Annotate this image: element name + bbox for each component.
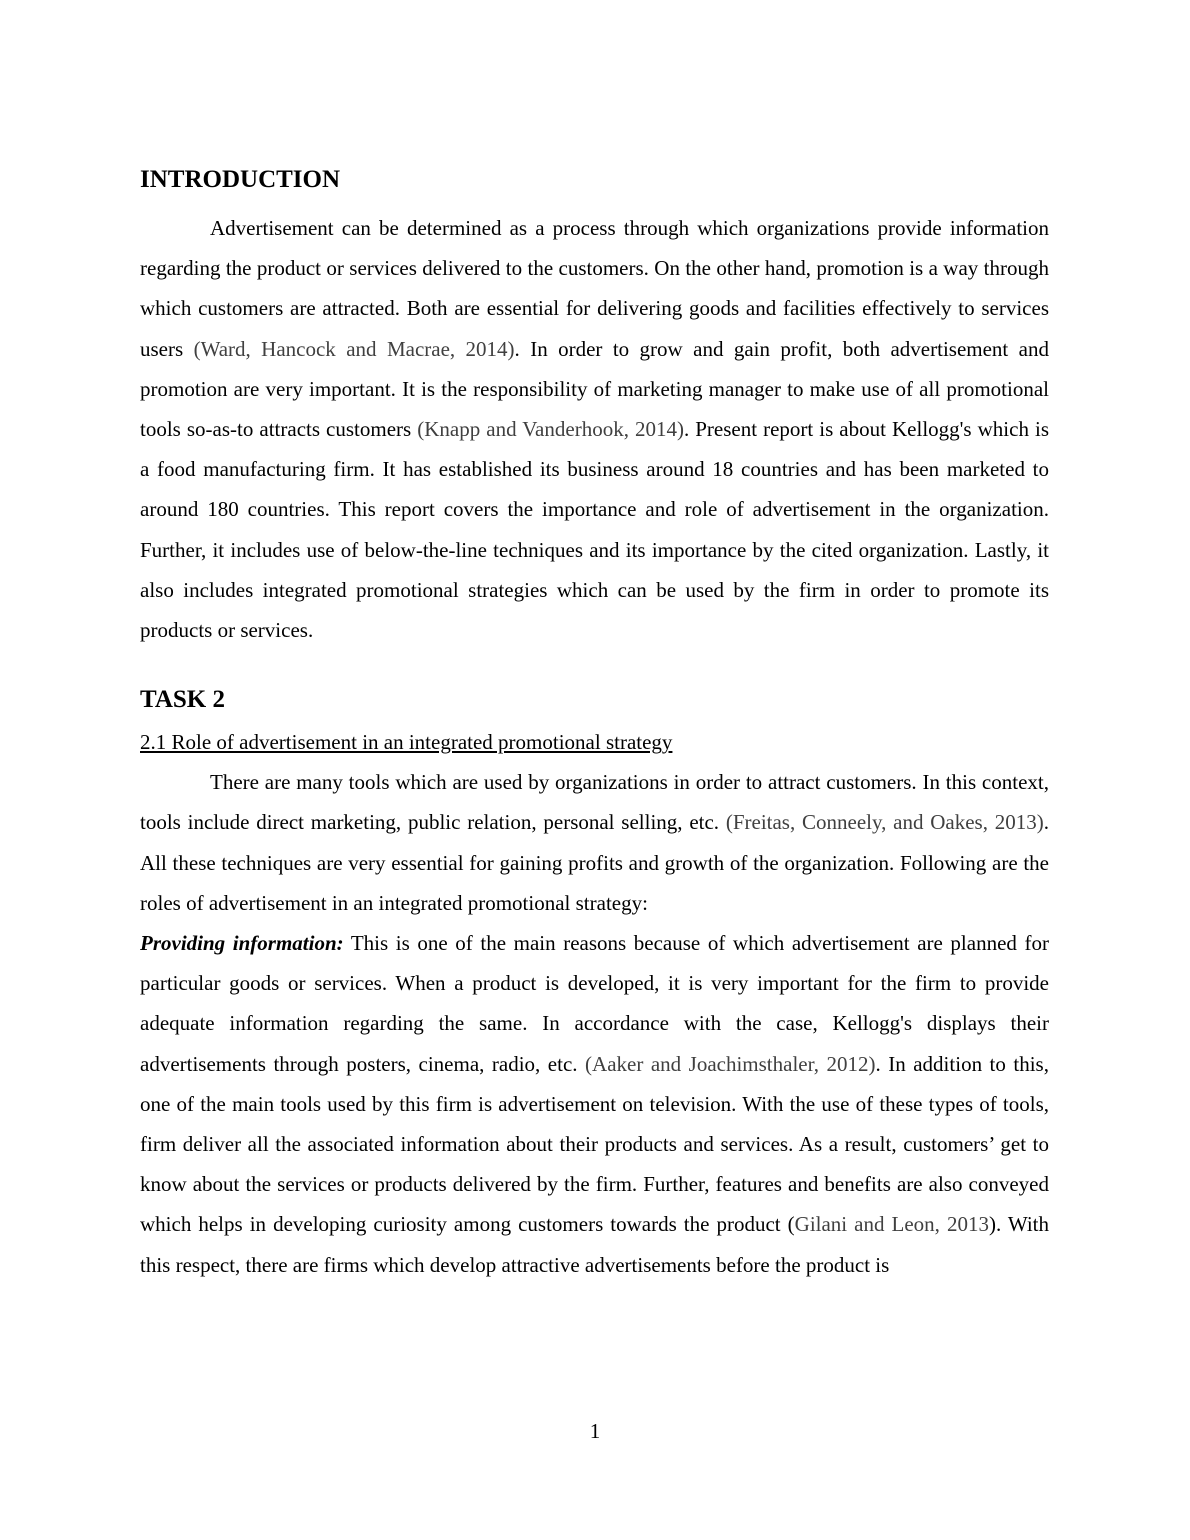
- task2-text-2: . All these techniques are very essential for gaining profits and growth of the organization. Following are the roles of advertisement in an integrated promotional strategy:: [140, 810, 1049, 915]
- task2-paragraph-2: [140, 923, 1049, 1285]
- task2-heading: TASK 2: [140, 686, 225, 714]
- task2-text-1: There are many tools which are used by organizations in order to attract customers. In this context, tools include direct marketing, public relation, personal selling, etc.: [140, 770, 1049, 835]
- task2-p2-text-2: . In addition to this, one of the main tools used by this firm is advertisement on television. With the use of these types of tools, firm deliver all the associated information about their products and services. As a result, customers’ get to know about the services or products delivered by the firm. Further, features and benefits are also conveyed which helps in developing curiosity among customers towards the product (: [140, 1051, 1049, 1237]
- providing-information-lead: Providing information:: [140, 931, 344, 956]
- citation: (Ward, Hancock and Macrae, 2014): [193, 336, 515, 361]
- intro-text-2: . In order to grow and gain profit, both advertisement and promotion are very important. It is the responsibility of marketing manager to make use of all promotional tools so-as-to attracts customers: [140, 336, 1049, 442]
- intro-text-1: Advertisement can be determined as a process through which organizations provide information regarding the product or services delivered to the customers. On the other hand, promotion is a way through which customers are attracted. Both are essential for delivering goods and facilities effectively to services users: [140, 216, 1049, 361]
- page-number: 1: [589, 1419, 601, 1443]
- introduction-paragraph: [140, 208, 1049, 650]
- introduction-heading: INTRODUCTION: [140, 166, 341, 193]
- citation: Gilani and Leon, 2013: [794, 1212, 989, 1237]
- document-page: [140, 158, 1049, 1285]
- citation: (Knapp and Vanderhook, 2014): [417, 417, 684, 442]
- task2-paragraph-1: [140, 762, 1049, 923]
- citation: (Aaker and Joachimsthaler, 2012): [585, 1051, 876, 1076]
- task2-p2-text-3: ). With this respect, there are firms which develop attractive advertisements before the product is: [140, 1212, 1049, 1277]
- intro-text-3: . Present report is about Kellogg's which is a food manufacturing firm. It has established its business around 18 countries and has been marketed to around 180 countries. This report covers the importance and role of advertisement in the organization. Further, it includes use of below-the-line techniques and its importance by the cited organization. Lastly, it also includes integrated promotional strategies which can be used by the firm in order to promote its products or services.: [140, 417, 1049, 643]
- section-2-1-subheading: 2.1 Role of advertisement in an integrated promotional strategy: [140, 730, 673, 755]
- citation: (Freitas, Conneely, and Oakes, 2013): [725, 810, 1044, 835]
- task2-p2-text-1: This is one of the main reasons because of which advertisement are planned for particular goods or services. When a product is developed, it is very important for the firm to provide adequate information regarding the same. In accordance with the case, Kellogg's displays their advertisements through posters, cinema, radio, etc.: [140, 931, 1049, 1076]
